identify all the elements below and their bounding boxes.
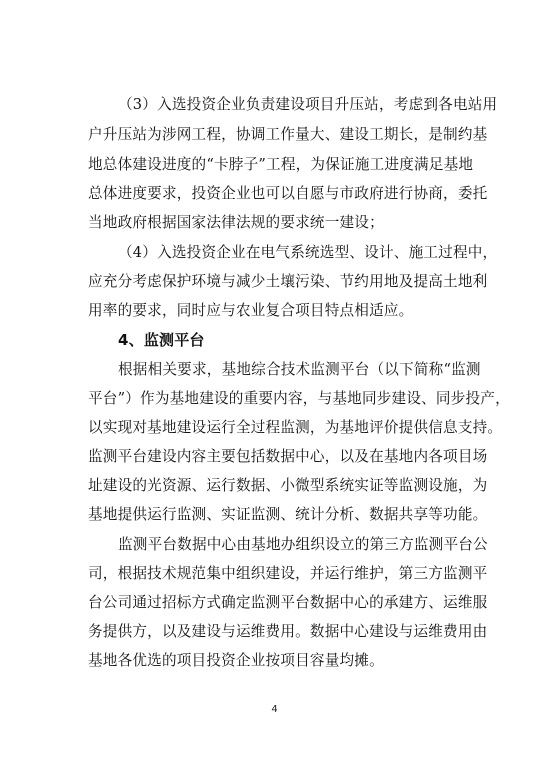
paragraph-3-line-5: 址建设的光资源、运行数据、小微型系统实证等监测设施，为 — [88, 477, 488, 494]
paragraph-1-line-3: 地总体建设进度的“卡脖子”工程，为保证施工进度满足基地 — [88, 156, 474, 173]
paragraph-4-line-5: 基地各优选的项目投资企业按项目容量均摊。 — [88, 652, 384, 669]
paragraph-4-line-2: 司，根据技术规范集中组织建设，并运行维护，第三方监测平 — [88, 565, 488, 582]
paragraph-3-line-2: 平台”）作为基地建设的重要内容，与基地同步建设、同步投产， — [88, 390, 510, 407]
paragraph-4-line-1: 监测平台数据中心由基地办组织设立的第三方监测平台公 — [118, 536, 488, 553]
paragraph-2-line-1: （4）入选投资企业在电气系统选型、设计、施工过程中， — [118, 244, 498, 261]
paragraph-1-line-1: （3）入选投资企业负责建设项目升压站，考虑到各电站用 — [118, 96, 498, 113]
paragraph-4-line-3: 台公司通过招标方式确定监测平台数据中心的承建方、运维服 — [88, 594, 488, 611]
paragraph-3-line-4: 监测平台建设内容主要包括数据中心，以及在基地内各项目场 — [88, 448, 488, 465]
paragraph-1-line-4: 总体进度要求，投资企业也可以自愿与市政府进行协商，委托 — [88, 185, 488, 202]
paragraph-3-line-6: 基地提供运行监测、实证监测、统计分析、数据共享等功能。 — [88, 506, 488, 523]
page-number: 4 — [271, 704, 278, 715]
section-heading: 4、监测平台 — [118, 331, 205, 349]
paragraph-2-line-2: 应充分考虑保护环境与减少土壤污染、节约用地及提高土地利 — [88, 273, 488, 290]
paragraph-4-line-4: 务提供方，以及建设与运维费用。数据中心建设与运维费用由 — [88, 623, 488, 640]
paragraph-2-line-3: 用率的要求，同时应与农业复合项目特点相适应。 — [88, 302, 414, 319]
paragraph-1-line-2: 户升压站为涉网工程，协调工作量大、建设工期长，是制约基 — [88, 126, 488, 143]
paragraph-1-line-5: 当地政府根据国家法律法规的要求统一建设； — [88, 214, 384, 231]
paragraph-3-line-3: 以实现对基地建设运行全过程监测，为基地评价提供信息支持。 — [88, 419, 503, 436]
paragraph-3-line-1: 根据相关要求，基地综合技术监测平台（以下简称“监测 — [118, 361, 481, 378]
